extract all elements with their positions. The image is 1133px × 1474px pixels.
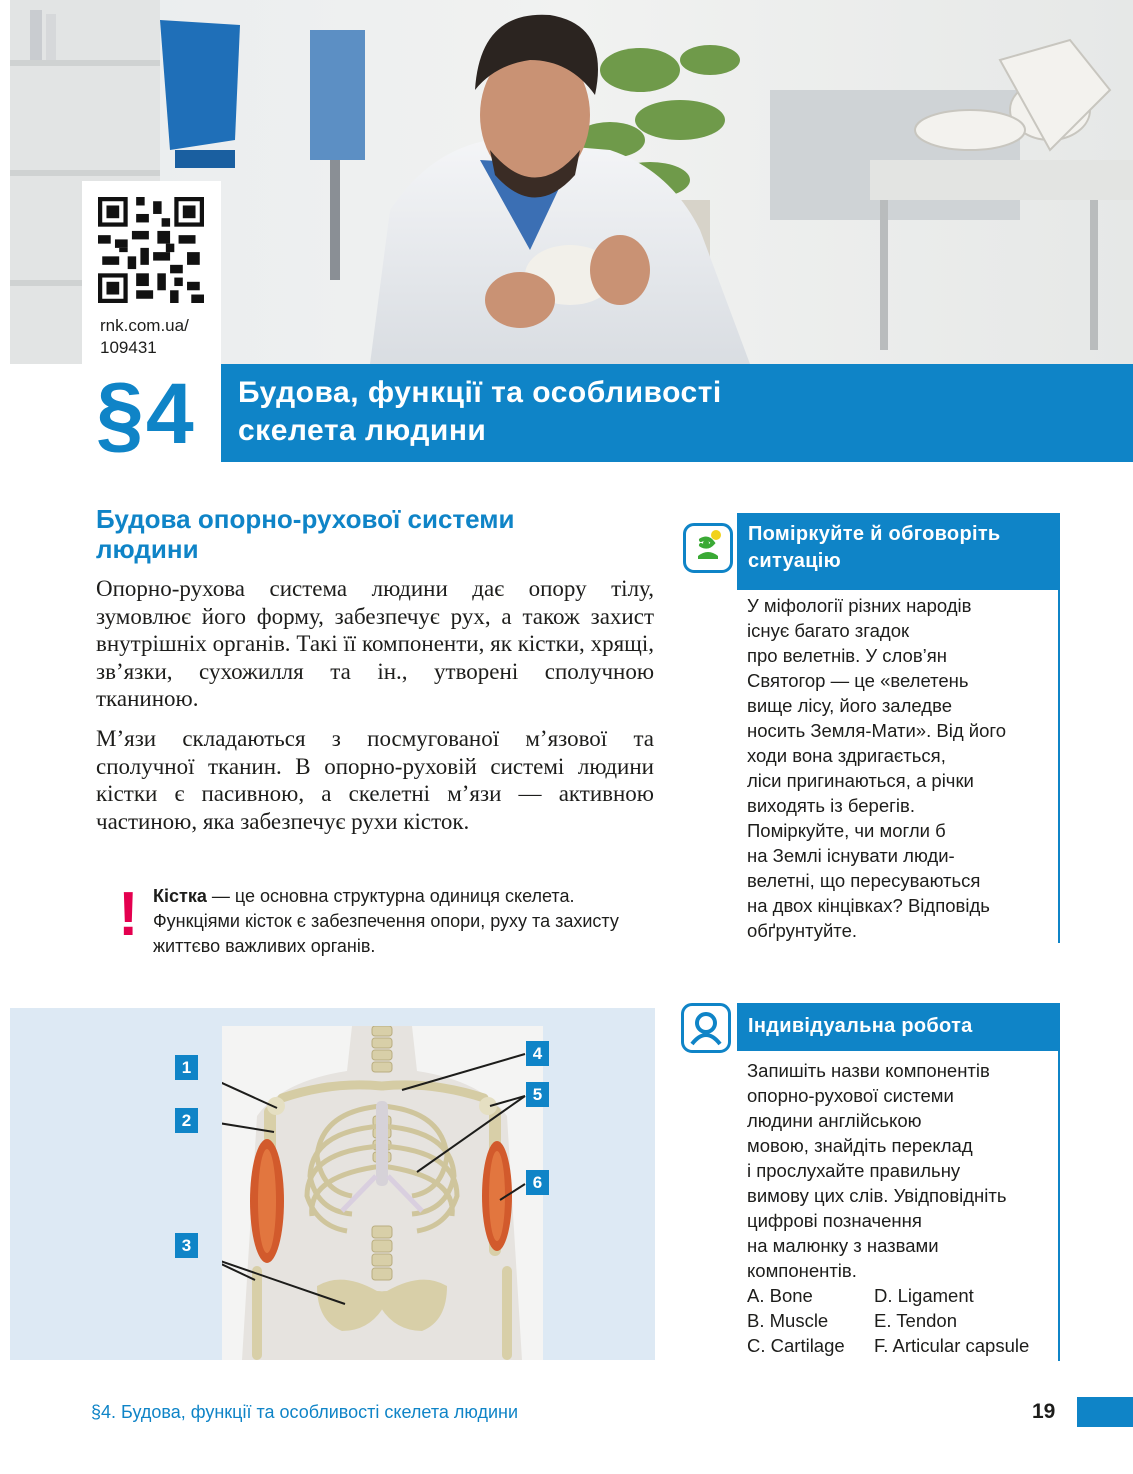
discuss-box-rule — [1058, 590, 1060, 943]
individual-line: Запишіть назви компонентів — [747, 1060, 990, 1081]
exclamation-icon: ! — [118, 880, 139, 949]
figure-callout-5: 5 — [526, 1082, 549, 1107]
individual-line: опорно-рухової системи — [747, 1085, 954, 1106]
section-number: §4 — [96, 366, 196, 462]
discuss-line: Поміркуйте, чи могли б — [747, 820, 946, 841]
body-paragraph-2: М’язи складаються з посмугованої м’язової та сполучної тканин. В опорно-руховій системі людини кістки є пасивною, а скелетні м’язи — активною частиною, яка забезпечує рухи кісток. — [96, 726, 654, 834]
term-option: B. Muscle — [747, 1310, 829, 1331]
running-footer: §4. Будова, функції та особливості скелета людини — [91, 1402, 519, 1422]
subsection-heading-line-1: Будова опорно-рухової системи — [96, 504, 515, 534]
individual-box-header — [737, 1003, 1060, 1051]
figure-callout-4: 4 — [526, 1041, 549, 1066]
discuss-box-body — [747, 593, 1052, 943]
section-title-line-2: скелета людини — [238, 414, 487, 447]
individual-line: і прослухайте правильну — [747, 1160, 961, 1181]
term-option: F. Articular capsule — [874, 1335, 1030, 1356]
definition-term: Кістка — [153, 886, 207, 906]
term-options-row — [747, 1308, 1052, 1333]
skeleton-illustration — [222, 1026, 543, 1360]
section-title-bar — [221, 364, 1133, 462]
discuss-line: існує багато згадок — [747, 620, 910, 641]
discuss-line: носить Земля-Мати». Від його — [747, 720, 1007, 741]
discuss-line: на Землі існувати люди- — [747, 845, 955, 866]
qr-card[interactable] — [82, 181, 221, 364]
qr-link-line-2[interactable]: 109431 — [100, 338, 157, 357]
definition-body: — це основна структурна одиниця скелета. Функціями кісток є забезпечення опори, руху та захисту життєво важливих органів. — [153, 886, 619, 956]
individual-line: вимову цих слів. Увідповідніть — [747, 1185, 1007, 1206]
discuss-line: У міфології різних народів — [747, 595, 972, 616]
individual-line: компонентів. — [747, 1260, 857, 1281]
term-options-row — [747, 1283, 1052, 1308]
skeleton-figure — [10, 1008, 655, 1360]
discuss-box-title — [748, 521, 1001, 575]
individual-line: цифрові позначення — [747, 1210, 922, 1231]
figure-callout-2: 2 — [175, 1108, 198, 1133]
discussion-icon — [683, 523, 733, 573]
body-paragraph-1: Опорно-рухова система людини дає опору тілу, зумовлює його форму, забезпечує рух, а також захист внутрішніх органів. Такі її компоненти, як кістки, хрящі, зв’язки, сухожилля та ін., утворені сполучною тканиною. — [96, 576, 654, 711]
term-option: E. Tendon — [874, 1310, 957, 1331]
section-title-line-1: Будова, функції та особливості — [238, 376, 722, 409]
subsection-heading-line-2: людини — [96, 534, 199, 564]
person-icon — [681, 1003, 731, 1053]
term-options — [747, 1283, 1052, 1358]
discuss-line: обґрунтуйте. — [747, 920, 857, 941]
individual-line: мовою, знайдіть переклад — [747, 1135, 973, 1156]
discuss-line: велетні, що пересуваються — [747, 870, 981, 891]
page-number: 19 — [1032, 1400, 1056, 1423]
term-option: D. Ligament — [874, 1285, 974, 1306]
term-option: C. Cartilage — [747, 1335, 845, 1356]
individual-line: на малюнку з назвами — [747, 1235, 939, 1256]
figure-callout-1: 1 — [175, 1055, 198, 1080]
individual-line: людини англійською — [747, 1110, 922, 1131]
discuss-line: Святогор — це «велетень — [747, 670, 969, 691]
discuss-line: на двох кінцівках? Відповідь — [747, 895, 990, 916]
discuss-line: виходять із берегів. — [747, 795, 915, 816]
individual-box-rule — [1058, 1051, 1060, 1361]
figure-callout-3: 3 — [175, 1233, 198, 1258]
footer-accent-bar — [1077, 1397, 1133, 1427]
discuss-line: про велетнів. У слов’ян — [747, 645, 948, 666]
discuss-line: ліси пригинаються, а річки — [747, 770, 974, 791]
term-option: A. Bone — [747, 1285, 813, 1306]
discuss-line: вище лісу, його заледве — [747, 695, 952, 716]
discuss-box-header — [737, 513, 1060, 590]
figure-callout-6: 6 — [526, 1170, 549, 1195]
qr-link-line-1[interactable]: rnk.com.ua/ — [100, 316, 189, 335]
definition-text — [153, 884, 638, 959]
section-title — [238, 374, 722, 450]
discuss-line: ходи вона здригається, — [747, 745, 946, 766]
individual-box-title: Індивідуальна робота — [748, 1015, 973, 1037]
discuss-box-title-line-2: ситуацію — [748, 550, 842, 572]
individual-box-body — [747, 1058, 1052, 1283]
qr-code-icon[interactable] — [98, 197, 204, 303]
term-options-row — [747, 1333, 1052, 1358]
discuss-box-title-line-1: Поміркуйте й обговоріть — [748, 523, 1001, 545]
subsection-heading — [96, 504, 656, 564]
